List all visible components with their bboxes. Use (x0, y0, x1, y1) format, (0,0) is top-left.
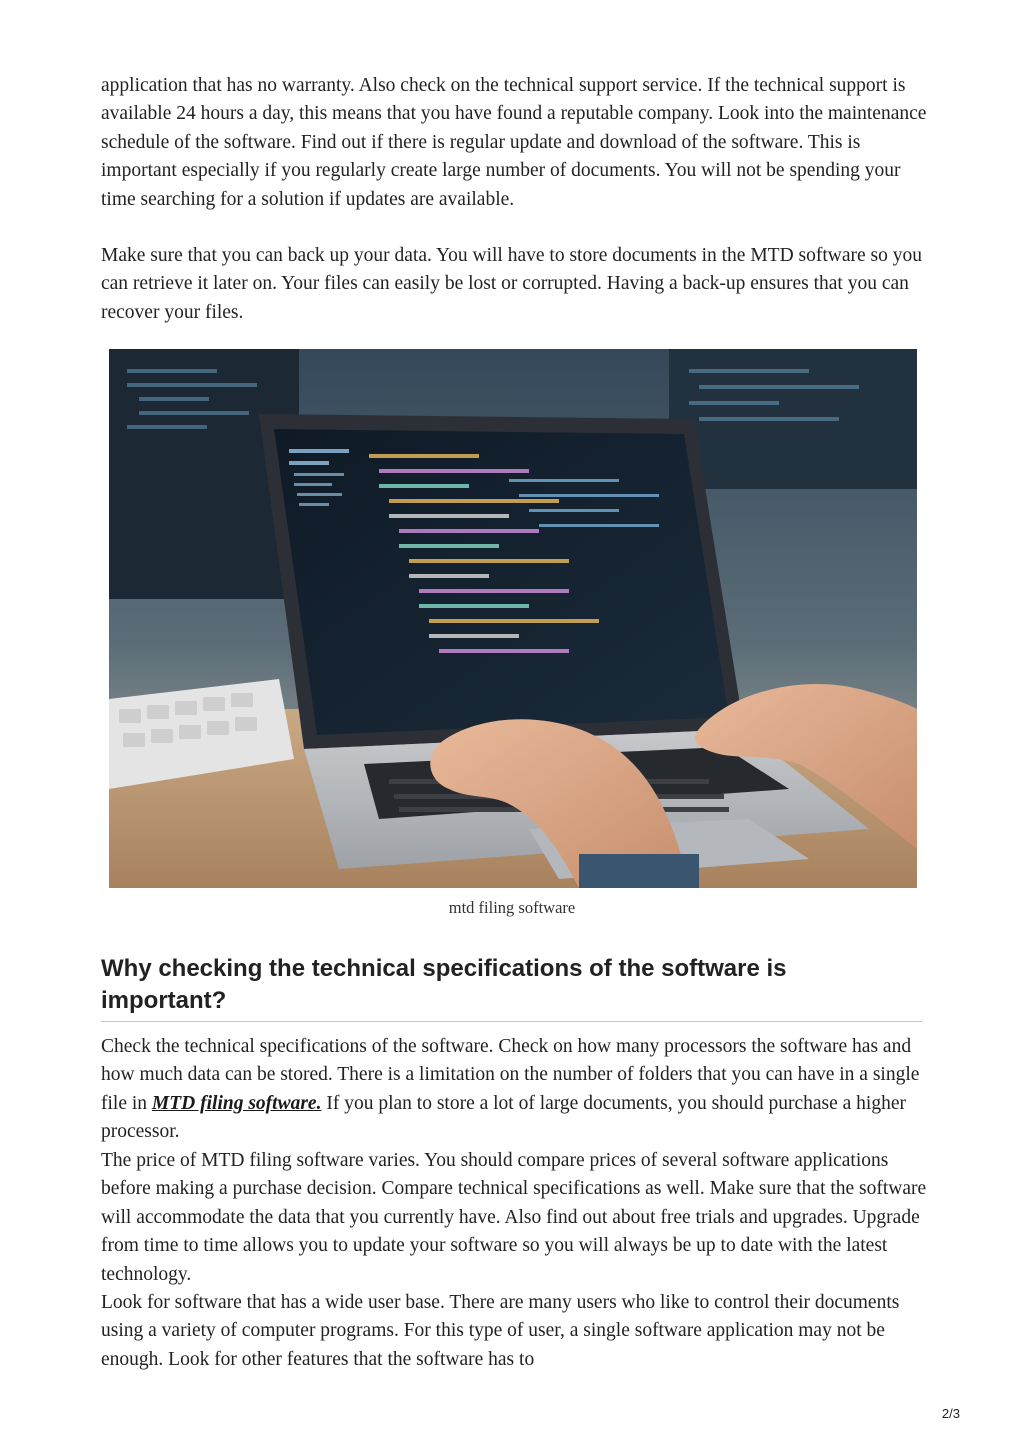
paragraph-price: The price of MTD filing software varies. You should compare prices of several software applications before making a purchase decision. Compare technical specifications as well. Make sure that the software will accommodate the data that you currently have. Also find out about free trials and upgrades. Upgrade from time to time allows you to update your software so you will always be up to date with the latest technology. (101, 1150, 927, 1285)
paragraph-backup: Make sure that you can back up your data. You will have to store documents in the MTD software so you can retrieve it later on. Your files can easily be lost or corrupted. Having a back-up ensures that you can recover your files. (101, 245, 922, 323)
paragraph-warranty-support: application that has no warranty. Also check on the technical support service. If the technical support is available 24 hours a day, this means that you have found a reputable company. Look into the maintenance schedule of the software. Find out if there is regular update and download of the software. This is important especially if you regularly create large number of documents. You will not be spending your time searching for a solution if updates are available. (101, 75, 927, 210)
paragraph-technical-specs (101, 1033, 931, 1147)
paragraph-user-base: Look for software that has a wide user base. There are many users who like to control their documents using a variety of computer programs. For this type of user, a single software application may not be enough. Look for other features that the software has to (101, 1292, 900, 1370)
figure-caption: mtd filing software (448, 898, 576, 917)
heading-divider (101, 1021, 922, 1022)
paragraph-text-before-link: Check the technical specifications of the software. Check on how many processors the software has and how much data can be stored. There is a limitation on the number of folders that you can have in a single file in (101, 1036, 920, 1114)
mtd-filing-software-link[interactable]: MTD filing software. (151, 1092, 322, 1114)
laptop-coding-photo (109, 349, 917, 888)
section-heading: Why checking the technical specifications of the software is important? (101, 955, 787, 1014)
paragraph-text-after-link: If you plan to store a lot of large documents, you should purchase a higher processor. (101, 1092, 906, 1143)
page-number: 2/3 (941, 1406, 960, 1421)
